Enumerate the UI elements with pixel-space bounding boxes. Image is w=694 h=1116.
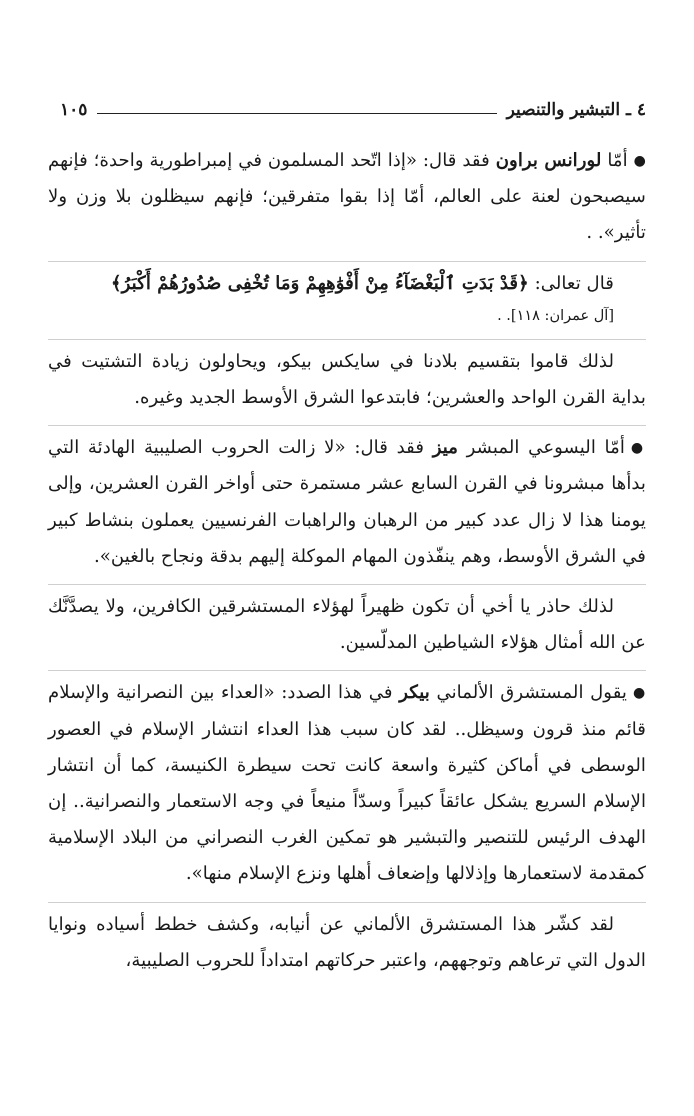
person-name: بيكر [399,682,430,704]
paragraph-sykes-picot [48,344,646,416]
page-number: ١٠٥ [60,100,88,120]
paragraph-becker [48,675,646,892]
paragraph-text: لذلك حاذر يا أخي أن تكون ظهيراً لهؤلاء المستشرقين الكافرين، ولا يصدَّنَّك عن الله أمثال هؤلاء الشياطين المدلّسين. [48,596,646,654]
paragraph-lead: أمّا اليسوعي المبشر [457,437,625,459]
bullet-icon: ● [632,685,646,702]
verse-intro: قال تعالى: [528,272,614,294]
paragraph-text: لذلك قاموا بتقسيم بلادنا في سايكس بيكو، ويحاولون زيادة التشتيت في بداية القرن الواحد والعشرين؛ فابتدعوا الشرق الأوسط الجديد وغيره. [48,350,646,409]
paragraph-text: في هذا الصدد: «العداء بين النصرانية والإسلام قائم منذ قرون وسيظل.. لقد كان سبب هذا العداء انتشار الإسلام في العصور الوسطى في أماكن كثيرة واسعة كانت تحت سيطرة الكنيسة، كما أن انتشار الإسلام السريع يشكل عائقاً كبيراً وسدّاً منيعاً في وجه الاستعمار والنصرانية.. إن الهدف الرئيس للتنصير والتبشير هو تمكين الغرب النصراني من البلاد الإسلامية كمقدمة لاستعمارها وإذلالها وإضعاف أهلها ونزع الإسلام منها». [48,682,646,885]
paragraph-divider [48,261,646,262]
paragraph-text: لقد كشّر هذا المستشرق الألماني عن أنيابه، وكشف خطط أسياده ونوايا الدول التي ترعاهم وتوجههم، واعتبر حركاتهم امتداداً للحروب الصليبية، [48,913,646,971]
paragraph-lawrence-brown [48,143,646,252]
verse-reference: [آل عمران: ١١٨]. . [497,307,614,324]
paragraph-text: فقد قال: «إذا اتّحد المسلمون في إمبراطورية واحدة؛ فإنهم سيصبحون لعنة على العالم، أمّا إذا بقوا متفرقين؛ فإنهم سيظلون بلا وزن ولا تأثير». . [48,150,646,244]
header-rule [97,113,496,114]
paragraph-mayz [48,430,646,575]
paragraph-divider [48,584,646,585]
paragraph-text: فقد قال: «لا زالت الحروب الصليبية الهادئة التي بدأها مبشرونا في القرن السابع عشر مستمرة حتى أواخر القرن العشرين، وإلى يومنا هذا لا زال عدد كبير من الرهبان والراهبات الفرنسيين يعملون بنشاط كبير في الشرق الأوسط، وهم ينفّذون المهام الموكلة إليهم بدقة ونجاح بالغين». [48,437,646,567]
paragraph-divider [48,339,646,340]
paragraph-conclusion [48,907,646,979]
quran-verse: ﴿قَدْ بَدَتِ ٱلْبَغْضَآءُ مِنْ أَفْوَٰهِهِمْ وَمَا تُخْفِى صُدُورُهُمْ أَكْبَرُ﴾ [110,272,529,294]
bullet-icon: ● [633,153,646,169]
paragraph-lead: يقول المستشرق الألماني [429,682,627,704]
paragraph-lead: أمّا [601,150,628,171]
person-name: لورانس براون [495,150,602,171]
running-header [60,92,646,120]
page-body [48,143,646,979]
paragraph-divider [48,670,646,671]
paragraph-divider [48,902,646,903]
paragraph-divider [48,425,646,426]
bullet-icon: ● [630,440,646,457]
paragraph-quran-verse [48,266,646,330]
paragraph-warning [48,589,646,661]
person-name: ميز [432,437,458,459]
chapter-title: ٤ ـ التبشير والتنصير [506,100,646,120]
